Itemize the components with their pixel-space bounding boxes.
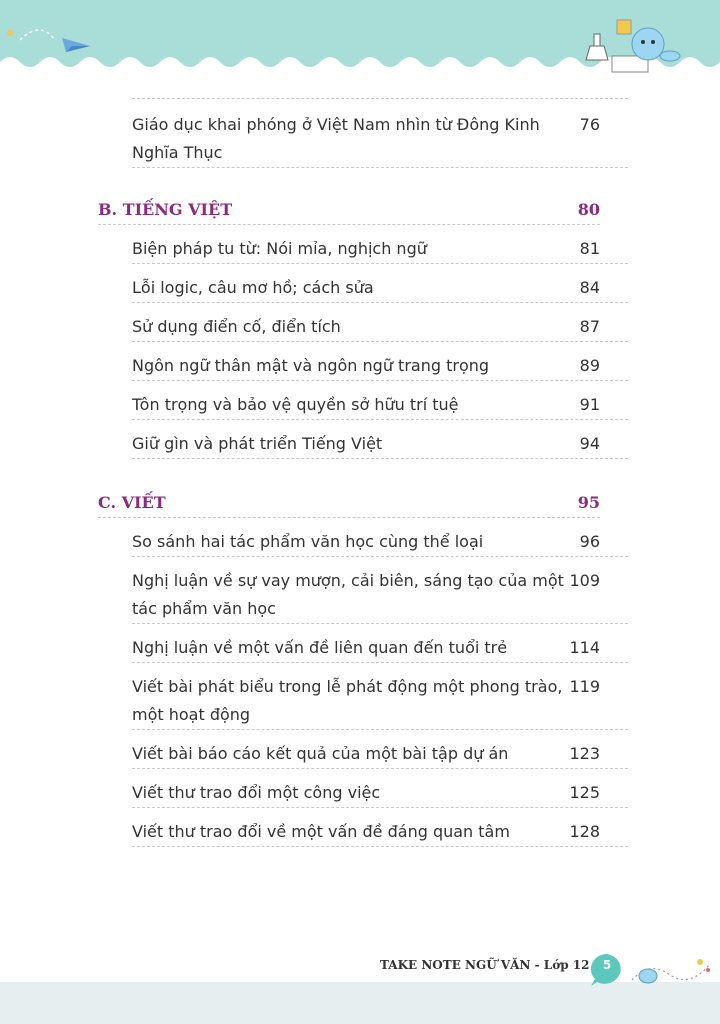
toc-entry-title: Biện pháp tu từ: Nói mỉa, nghịch ngữ xyxy=(132,239,427,258)
page-number-badge xyxy=(589,952,625,988)
toc-entry-title-line: Viết bài phát biểu trong lễ phát động một phong trào, xyxy=(132,677,563,696)
toc-entry-title: Tôn trọng và bảo vệ quyền sở hữu trí tuệ xyxy=(132,395,459,414)
toc-entry-title-line: Nghị luận về sự vay mượn, cải biên, sáng tạo của một xyxy=(132,571,564,590)
section-heading-viet[interactable] xyxy=(98,489,600,518)
toc-entry-title: Lỗi logic, câu mơ hồ; cách sửa xyxy=(132,278,374,297)
cube-icon xyxy=(617,20,631,34)
header-decoration xyxy=(0,0,720,85)
toc-entry-title-line: tác phẩm văn học xyxy=(132,599,276,618)
toc-entry-title: So sánh hai tác phẩm văn học cùng thể loại xyxy=(132,532,484,551)
toc-entry-title: Sử dụng điển cố, điển tích xyxy=(132,317,341,336)
section-heading-tieng-viet[interactable] xyxy=(98,196,600,225)
toc-entry[interactable] xyxy=(132,528,628,557)
toc-entry-page: 87 xyxy=(579,317,600,336)
toc-entry-page: 89 xyxy=(579,356,600,375)
toc-entry[interactable] xyxy=(132,391,628,420)
toc-entry-page: 96 xyxy=(579,532,600,551)
section-page: 80 xyxy=(577,200,600,219)
toc-entry-page: 84 xyxy=(579,278,600,297)
divider xyxy=(132,98,628,99)
toc-entry-title: Nghị luận về một vấn đề liên quan đến tuổi trẻ xyxy=(132,638,508,657)
toc-entry-page: 109 xyxy=(569,571,600,590)
section-label: B. TIẾNG VIỆT xyxy=(98,200,233,219)
toc-entry-title-line: một hoạt động xyxy=(132,705,251,724)
toc-entry-title: Viết thư trao đổi một công việc xyxy=(132,783,381,802)
toc-entry-title: Viết thư trao đổi về một vấn đề đáng quan tâm xyxy=(132,822,510,841)
footer-decoration xyxy=(630,950,715,990)
toc-entry-page: 91 xyxy=(579,395,600,414)
page-number: 5 xyxy=(602,958,612,972)
toc-entry-page: 76 xyxy=(579,115,600,134)
mascot-icon xyxy=(639,969,657,983)
toc-entry[interactable] xyxy=(132,779,628,808)
section-page: 95 xyxy=(577,493,600,512)
toc-entry-title: Viết bài báo cáo kết quả của một bài tập dự án xyxy=(132,744,509,763)
toc-entry-page: 128 xyxy=(569,822,600,841)
toc-entry[interactable] xyxy=(132,818,628,847)
toc-entry-title: Ngôn ngữ thân mật và ngôn ngữ trang trọng xyxy=(132,356,490,375)
toc-entry-page: 125 xyxy=(569,783,600,802)
toc-entry[interactable] xyxy=(132,274,628,303)
toc-entry-page: 114 xyxy=(569,638,600,657)
footer-band xyxy=(0,982,720,1024)
star-icon xyxy=(7,30,13,36)
toc-entry-page: 94 xyxy=(579,434,600,453)
toc-entry[interactable] xyxy=(132,313,628,342)
toc-entry[interactable] xyxy=(132,352,628,381)
toc-entry-page: 119 xyxy=(569,677,600,696)
toc-entry[interactable] xyxy=(132,235,628,264)
toc-entry[interactable] xyxy=(132,111,628,168)
toc-entry-title-line: Giáo dục khai phóng ở Việt Nam nhìn từ Đông Kinh xyxy=(132,115,540,134)
toc-entry-title xyxy=(132,567,564,623)
toc-entry-title: Giữ gìn và phát triển Tiếng Việt xyxy=(132,434,383,453)
toc-entry-title xyxy=(132,111,564,167)
toc-entry[interactable] xyxy=(132,430,628,459)
toc-entry[interactable] xyxy=(132,567,628,624)
toc-entry-page: 123 xyxy=(569,744,600,763)
toc-entry-title xyxy=(132,673,564,729)
toc-entry[interactable] xyxy=(132,673,628,730)
toc-entry-page: 81 xyxy=(579,239,600,258)
book-title: TAKE NOTE NGỮ VĂN - Lớp 12 xyxy=(380,958,590,972)
toc-entry-title-line: Nghĩa Thục xyxy=(132,143,223,162)
toc-entry[interactable] xyxy=(132,634,628,663)
section-label: C. VIẾT xyxy=(98,493,166,512)
toc-entry[interactable] xyxy=(132,740,628,769)
